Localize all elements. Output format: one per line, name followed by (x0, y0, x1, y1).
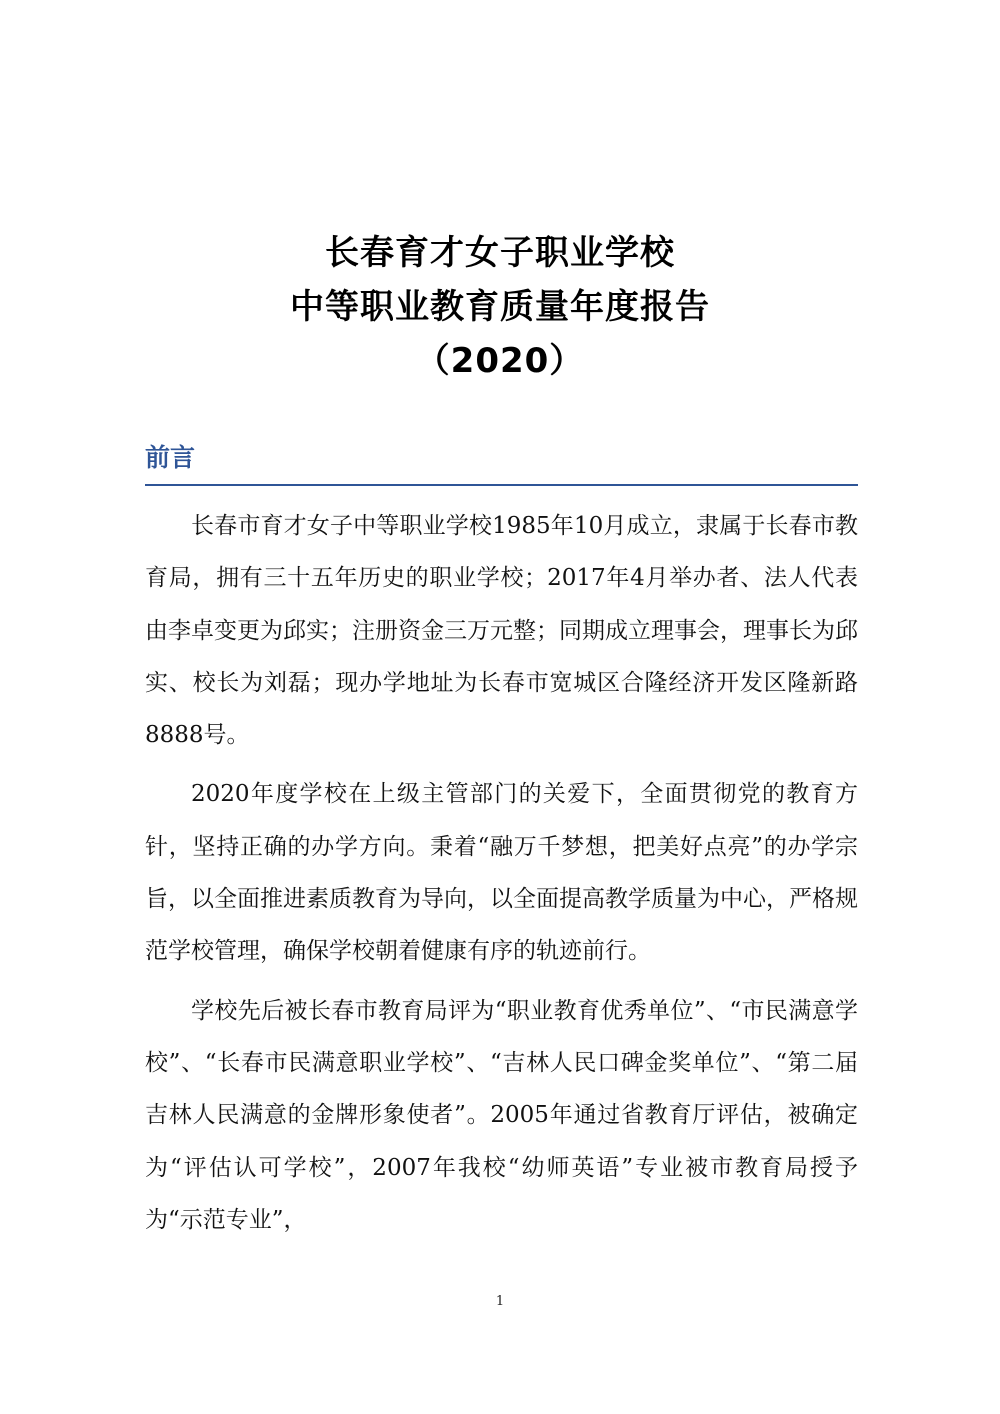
section-divider (145, 484, 858, 486)
paragraph-honors: 学校先后被长春市教育局评为“职业教育优秀单位”、“市民满意学校”、“长春市民满意职业学校”、“吉林人民口碑金奖单位”、“第二届吉林人民满意的金牌形象使者”。2005年通过省教育厅评估，被确定为“评估认可学校”，2007年我校“幼师英语”专业被市教育局授予为“示范专业”， (145, 997, 858, 1233)
section-heading: 前言 (145, 443, 196, 472)
title-line-school: 长春育才女子职业学校 (325, 233, 675, 273)
title-line-year: （2020） (415, 341, 585, 381)
report-title (0, 226, 1000, 388)
paragraph-school-history: 长春市育才女子中等职业学校1985年10月成立，隶属于长春市教育局，拥有三十五年历史的职业学校；2017年4月举办者、法人代表由李卓变更为邱实；注册资金三万元整；同期成立理事会，理事长为邱实、校长为刘磊；现办学地址为长春市宽城区合隆经济开发区隆新路8888号。 (145, 513, 858, 749)
page-number: 1 (495, 1294, 505, 1309)
body-text (145, 500, 858, 1253)
paragraph-annual-overview: 2020年度学校在上级主管部门的关爱下，全面贯彻党的教育方针，坚持正确的办学方向。秉着“融万千梦想，把美好点亮”的办学宗旨，以全面推进素质教育为导向，以全面提高教学质量为中心，严格规范学校管理，确保学校朝着健康有序的轨迹前行。 (145, 781, 858, 965)
title-line-report: 中等职业教育质量年度报告 (290, 287, 710, 327)
